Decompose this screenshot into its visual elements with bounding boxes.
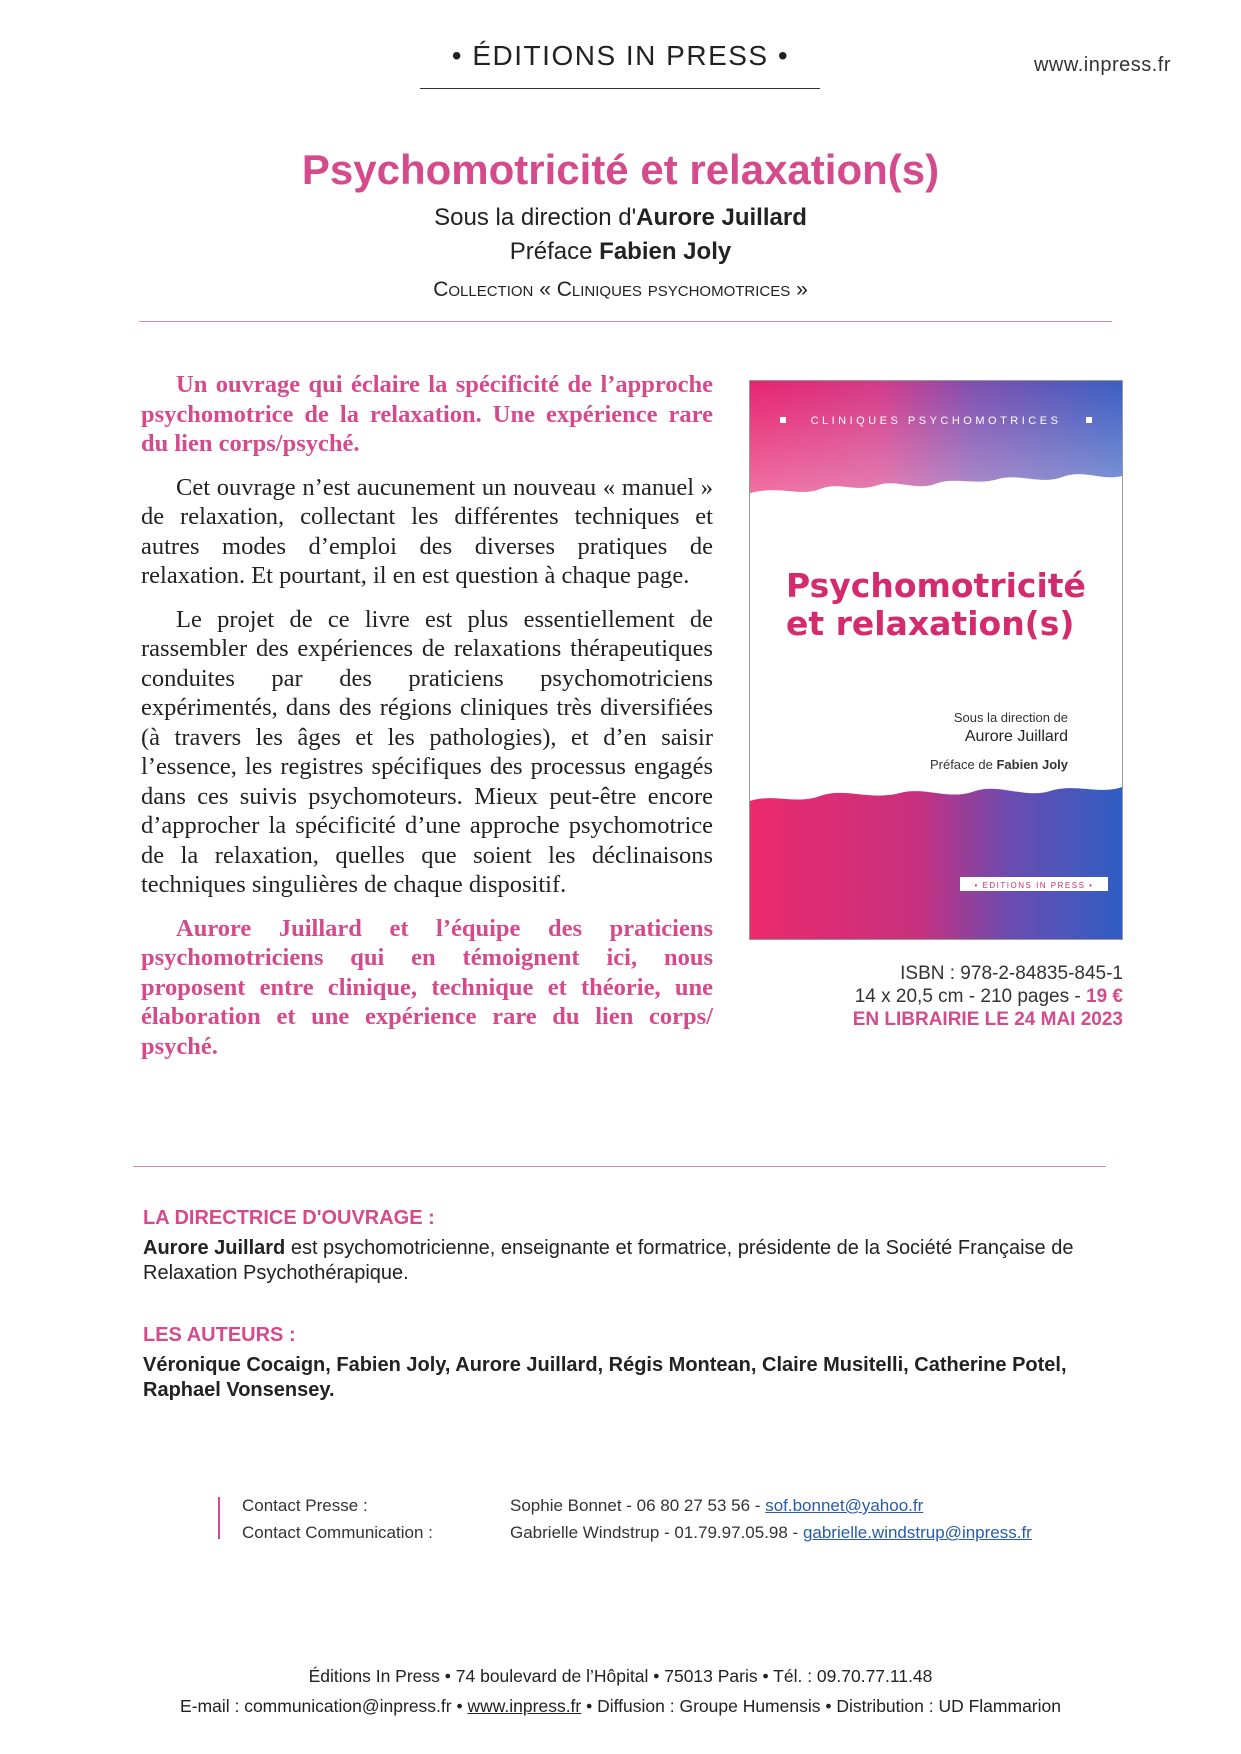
contact-comm-email[interactable]: gabrielle.windstrup@inpress.fr	[802, 1523, 1032, 1542]
footer-distribution: • Diffusion : Groupe Humensis • Distribution : UD Flammarion	[581, 1696, 1061, 1716]
preface-name: Fabien Joly	[599, 238, 732, 265]
direction-name: Aurore Juillard	[636, 204, 807, 231]
cover-title-line2: et relaxation(s)	[786, 604, 1075, 643]
preface-prefix: Préface	[509, 238, 600, 265]
book-cover	[749, 380, 1123, 940]
cover-preface-name: Fabien Joly	[996, 757, 1068, 772]
contact-press	[510, 1492, 1032, 1519]
contact-bar	[218, 1497, 220, 1539]
contact-press-email[interactable]: sof.bonnet@yahoo.fr	[765, 1496, 924, 1515]
cover-title-line1: Psychomotricité	[786, 566, 1086, 605]
cover-series: CLINIQUES PSYCHOMOTRICES	[810, 415, 1062, 427]
body-separator	[133, 1166, 1106, 1167]
format: 14 x 20,5 cm - 210 pages -	[854, 986, 1087, 1007]
paragraph-1: Cet ouvrage n’est aucunement un nouveau « manuel » de relaxation, collectant les différentes techniques et autres modes d’emploi des diverses pratiques de relaxation. Et pourtant, il en est question à chaque page.	[141, 473, 713, 589]
description-column	[141, 370, 713, 1075]
lead-paragraph: Un ouvrage qui éclaire la spécificité de l’approche psychomotrice de la relaxation. Une expérience rare du lien corps/psyché.	[141, 371, 713, 457]
format-line	[853, 985, 1123, 1008]
contact-labels	[242, 1492, 433, 1546]
website-link[interactable]: www.inpress.fr	[1033, 54, 1171, 76]
cover-publisher: • EDITIONS IN PRESS •	[974, 881, 1094, 890]
title-separator	[139, 321, 1112, 322]
authors-list: Véronique Cocaign, Fabien Joly, Aurore Juillard, Régis Montean, Claire Musitelli, Catherine Potel, Raphael Vonsensey.	[143, 1354, 1067, 1401]
footer-line2	[0, 1696, 1241, 1717]
book-info	[853, 962, 1123, 1031]
paragraph-2: Le projet de ce livre est plus essentiellement de rassembler des expériences de relaxations thérapeutiques conduites par des praticiens psychomotriciens expérimentés, dans des régions cliniques très diversifiées (à travers les âges et les pathologies), et d’en saisir l’essence, les registres spécifiques des processus engagés dans ces suivis psychomoteurs. Mieux peut-être encore d’approcher la spécificité d’une approche psychomotrice de la relaxation, quelles que soient les déclinaisons techniques singulières de chaque dispositif.	[141, 605, 713, 898]
cover-preface-label: Préface de	[929, 757, 997, 772]
cover-direction-label: Sous la direction de	[953, 710, 1068, 725]
footer-address: Éditions In Press • 74 boulevard de l’Hôpital • 75013 Paris • Tél. : 09.70.77.11.48	[308, 1666, 933, 1686]
authors-heading: LES AUTEURS :	[143, 1324, 296, 1346]
collection-line: Collection « Cliniques psychomotrices »	[433, 278, 808, 301]
contact-comm	[510, 1519, 1032, 1546]
closing-paragraph: Aurore Juillard et l’équipe des praticiens psychomotriciens qui en témoignent ici, nous proposent entre clinique, technique et théorie, une élaboration et une expérience rare du lien corps/ psyché.	[141, 914, 713, 1060]
director-heading: LA DIRECTRICE D'OUVRAGE :	[143, 1207, 435, 1229]
price: 19 €	[1086, 986, 1123, 1007]
release-date: EN LIBRAIRIE LE 24 MAI 2023	[852, 1009, 1123, 1030]
direction-line	[0, 204, 1241, 232]
contact-comm-value: Gabrielle Windstrup - 01.79.97.05.98 -	[510, 1523, 803, 1542]
publisher-header: • ÉDITIONS IN PRESS •	[451, 40, 790, 71]
cover-direction-name: Aurore Juillard	[964, 728, 1068, 745]
book-title: Psychomotricité et relaxation(s)	[301, 146, 940, 193]
cover-art	[750, 381, 1122, 939]
header-rule	[420, 88, 820, 89]
director-name: Aurore Juillard	[143, 1237, 286, 1259]
isbn: ISBN : 978-2-84835-845-1	[900, 963, 1123, 984]
preface-line	[0, 238, 1241, 266]
director-bio: est psychomotricienne, enseignante et formatrice, présidente de la Société Française de Relaxation Psychothérapique.	[143, 1237, 1074, 1284]
cover-preface	[930, 757, 1069, 772]
contact-comm-label: Contact Communication :	[242, 1523, 433, 1542]
director-text	[143, 1236, 1103, 1286]
footer-website-link[interactable]: www.inpress.fr	[467, 1696, 582, 1716]
contact-values	[510, 1492, 1032, 1546]
contact-press-label: Contact Presse :	[242, 1496, 368, 1515]
direction-prefix: Sous la direction d'	[434, 204, 637, 231]
footer-email: E-mail : communication@inpress.fr •	[180, 1696, 468, 1716]
contact-press-value: Sophie Bonnet - 06 80 27 53 56 -	[510, 1496, 766, 1515]
